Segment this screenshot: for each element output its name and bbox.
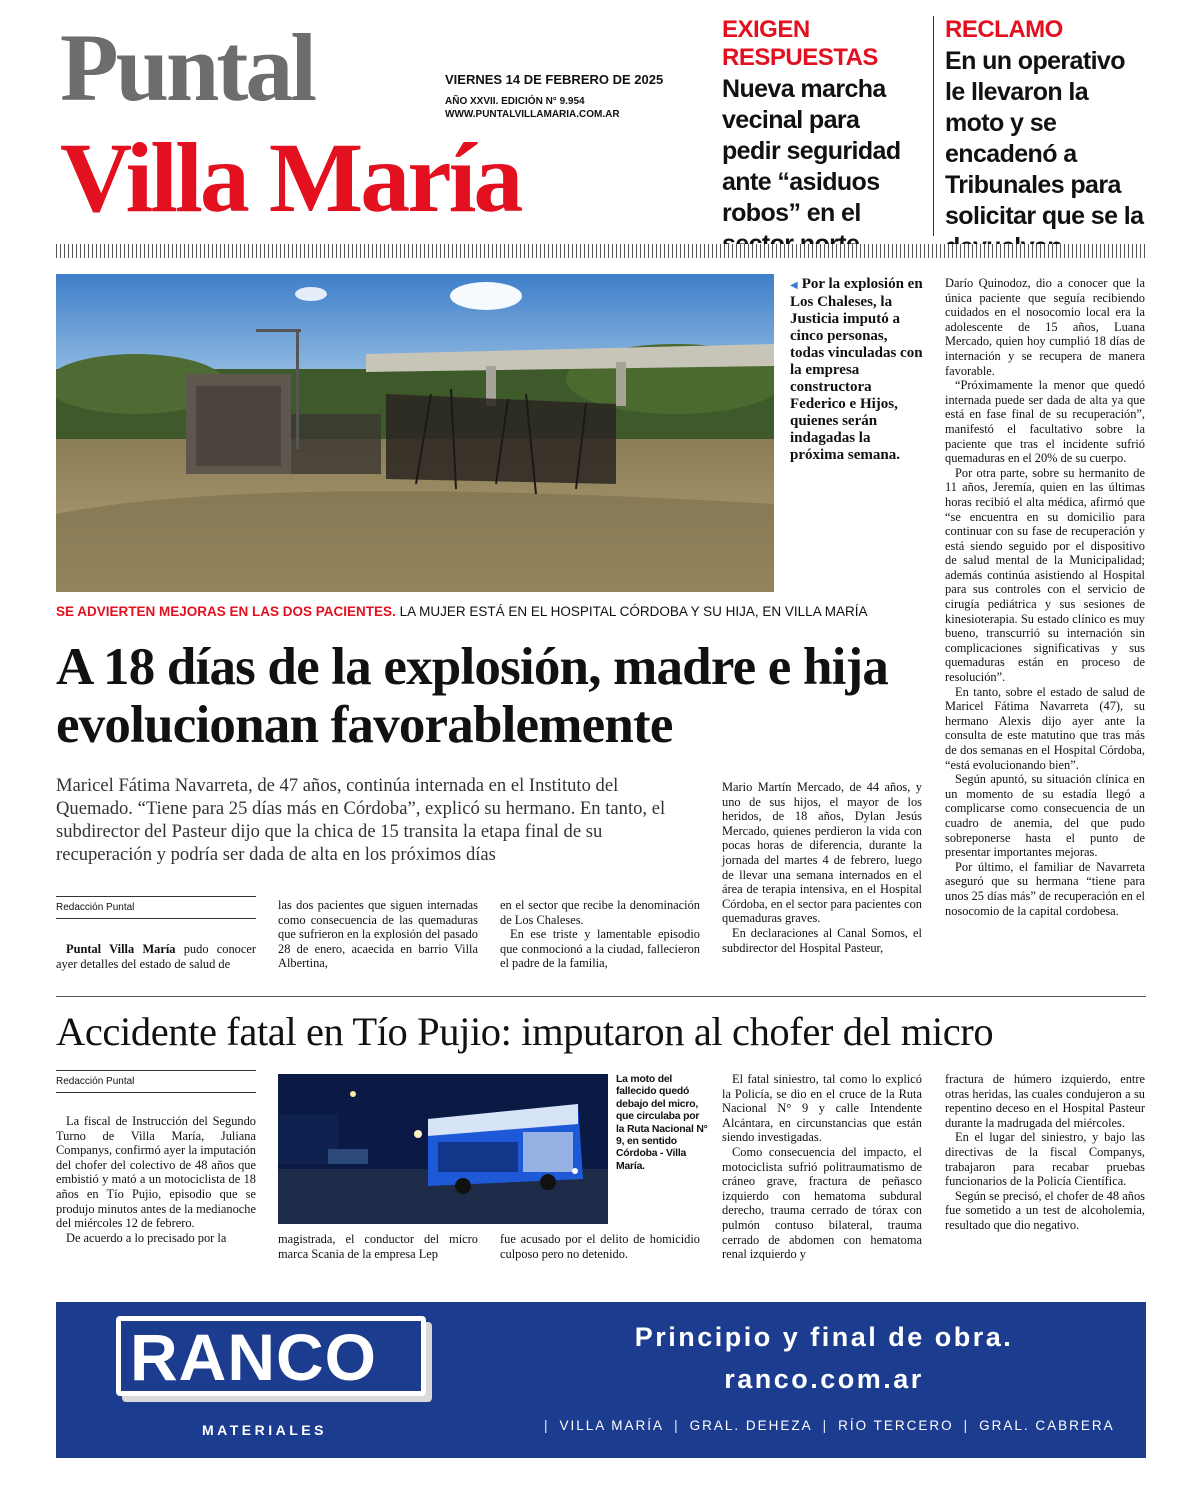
lead-column-1 [56, 942, 256, 971]
ad-url[interactable]: ranco.com.ar [724, 1364, 924, 1394]
ad-cities [544, 1418, 1144, 1433]
city-separator: | [963, 1418, 970, 1433]
byline: Redacción Puntal [56, 1070, 256, 1093]
second-column-4 [722, 1072, 922, 1262]
second-column-2 [278, 1232, 478, 1261]
caption-arrow-icon: ◀ [790, 280, 798, 291]
teaser-headline: En un operativo le llevaron la moto y se encadenó a Tribunales para solicitar que se la [945, 46, 1145, 268]
teaser-divider [933, 16, 934, 236]
paragraph: De acuerdo a lo precisado por la [66, 1230, 227, 1245]
paragraph: Como consecuencia del impacto, el motociclista sufrió politraumatismo de cráneo grave, fractura de peñasco izquierdo con hematoma subdural derecho, trauma cerrado de tórax con pulmón contuso bilateral, trauma cerrado de abdomen con hematoma renal izquierdo y [722, 1144, 922, 1262]
bus-accident-photo [278, 1074, 608, 1224]
photo-caption: La moto del fallecido quedó debajo del micro, que circulaba por la Ruta Nacional N° 9, en sentido Córdoba - Villa María. [616, 1074, 708, 1172]
byline: Redacción Puntal [56, 896, 256, 919]
lead-column-3 [500, 898, 700, 971]
paragraph: fue acusado por el delito de homicidio culposo pero no detenido. [500, 1232, 700, 1261]
second-column-1 [56, 1114, 256, 1245]
paragraph: Puntal Villa María pudo conocer ayer detalles del estado de salud de [56, 942, 256, 971]
edition-website[interactable]: WWW.PUNTALVILLAMARIA.COM.AR [445, 108, 620, 120]
section-divider [56, 996, 1146, 997]
teaser-seguridad[interactable] [722, 16, 922, 265]
main-dek: Maricel Fátima Navarreta, de 47 años, continúa internada en el Instituto del Quemado. “Tiene para 25 días más en Córdoba”, explicó su hermano. En tanto, el subdirector del Pasteur dijo que la chica de 15 transita la etapa final de su recuperación y podría ser dada de alta en los próximos días [56, 775, 666, 865]
teaser-kicker: RECLAMO [945, 16, 1063, 43]
paragraph: Por otra parte, sobre su hermanito de 11 años, Jeremía, quien en las últimas horas recibió el alta médica, afirmó que “se encuentra en su domicilio para continuar con su fase de recuperación y está siendo seguido por el dispositivo de salud mental de la Municipalidad; además continúa asistiendo al Hospital para sus controles con el servicio de cirugía pediátrica y sus sesiones de kinesioterapia. Su estado clínico es muy bueno, transcurrió su internación sin complicaciones significativas y sus quemaduras están en proceso de resolución”. [945, 465, 1145, 685]
second-column-3 [500, 1232, 700, 1261]
teaser-reclamo[interactable] [945, 16, 1145, 268]
edition-date: VIERNES 14 DE FEBRERO DE 2025 [445, 72, 664, 87]
edition-info [445, 72, 663, 121]
teaser-kicker: EXIGEN RESPUESTAS [722, 16, 878, 71]
paragraph: En el lugar del siniestro, y bajo las directivas de la fiscal Companys, trabajaron para recabar pruebas funcionarios de la Policía Científica. [945, 1130, 1145, 1189]
paragraph: Según se precisó, el chofer de 48 años fue sometido a un test de alcoholemia, resultado que dio negativo. [945, 1188, 1145, 1232]
paragraph: fractura de húmero izquierdo, entre otras heridas, las cuales condujeron a su repentino deceso en el Hospital Pasteur durante la madrugada del miércoles. [945, 1072, 1145, 1130]
ranco-advertisement[interactable] [56, 1302, 1146, 1458]
paragraph: En tanto, sobre el estado de salud de Maricel Fátima Navarreta (47), su hermano Alexis dijo ayer ante la consulta de este matutino que tras más de dos semanas en el Hospital Córdoba, “está evolucionando bien”. [945, 684, 1145, 772]
ad-slogan-block [544, 1316, 1104, 1400]
city-separator: | [544, 1418, 550, 1433]
city-separator: | [674, 1418, 680, 1433]
paragraph: En declaraciones al Canal Somos, el subdirector del Hospital Pasteur, [722, 925, 922, 955]
explosion-site-photo [56, 274, 774, 592]
masthead-villa-maria: Villa María [60, 122, 521, 233]
lead-column-4 [722, 780, 922, 955]
ranco-logo: RANCO [130, 1320, 377, 1394]
ranco-logo-subtitle: MATERIALES [202, 1422, 327, 1438]
ad-city: VILLA MARÍA [559, 1418, 665, 1433]
paragraph: En ese triste y lamentable episodio que conmocionó a la ciudad, fallecieron el padre de la familia, [500, 927, 700, 971]
paragraph: Según apuntó, su situación clínica en un momento de su estadía llegó a complicarse como consecuencia de un cuadro de anemia, del que pudo sobreponerse hasta el punto de presentar importantes mejoras. [945, 772, 1145, 860]
paragraph: magistrada, el conductor del micro marca Scania de la empresa Lep [278, 1232, 478, 1261]
paragraph: Darío Quinodoz, dio a conocer que la única paciente que seguía recibiendo cuidados en el nosocomio local era la adolescente de 15 años, Luana Mercado, quien hoy cumplió 18 días de internación y se recupera de manera favorable. [945, 276, 1145, 378]
paragraph: las dos pacientes que siguen internadas como consecuencia de las quemaduras que sufrieron en la explosión del pasado 28 de enero, acaecida en barrio Villa Albertina, [278, 898, 478, 971]
paragraph: “Próximamente la menor que quedó internada puede ser dada de alta ya que está en fase final de su recuperación”, manifestó el facultativo sobre la paciente que tras el incidente sufrió quemaduras en el 20% de su cuerpo. [945, 378, 1145, 466]
city-separator: | [822, 1418, 829, 1433]
lead-right-column [945, 276, 1145, 918]
edition-number: AÑO XXVII. EDICIÓN N° 9.954 [445, 96, 585, 108]
second-headline[interactable]: Accidente fatal en Tío Pujio: imputaron al chofer del micro [56, 1009, 994, 1054]
photo-caption: ◀ Por la explosión en Los Chaleses, la Justicia imputó a cinco personas, todas vinculadas con la empresa constructora Federico e Hijos, quienes serán indagadas la próxima semana. [790, 276, 923, 463]
main-headline[interactable]: A 18 días de la explosión, madre e hija evolucionan favorablemente [56, 638, 889, 754]
paragraph: en el sector que recibe la denominación de Los Chaleses. [500, 898, 700, 927]
paragraph: Mario Martín Mercado, de 44 años, y uno de sus hijos, el mayor de los heridos, de 18 años, Dylan Jesús Mercado, quienes perdieron la vida con pocas horas de diferencia, durante la jornada del martes 4 de febrero, luego de llevar una semana internados en el área de terapia intensiva, en el Hospital Córdoba, en el sector para pacientes con quemaduras graves. [722, 780, 922, 926]
masthead-puntal: Puntal [60, 14, 315, 121]
teaser-headline: Nueva marcha vecinal para pedir seguridad ante “asiduos robos” en el [722, 74, 922, 265]
masthead-rule [56, 244, 1146, 258]
ad-city: GRAL. CABRERA [979, 1418, 1115, 1433]
ad-slogan: Principio y final de obra. [634, 1322, 1014, 1352]
ad-city: GRAL. DEHEZA [689, 1418, 813, 1433]
paragraph: El fatal siniestro, tal como lo explicó la Policía, se dio en el cruce de la Ruta Nacional N° 9 y calle Intendente Alcántara, en circunstancias que están siendo investigadas. [722, 1072, 922, 1145]
paragraph: Por último, el familiar de Navarreta aseguró que su hermana “tiene para unos 25 días más” de recuperación en el nosocomio de la capital cordobesa. [945, 859, 1145, 918]
lead-kicker: SE ADVIERTEN MEJORAS EN LAS DOS PACIENTES. LA MUJER ESTÁ EN EL HOSPITAL CÓRDOBA Y SU HIJA, EN VILLA MARÍA [56, 604, 868, 619]
second-column-5 [945, 1072, 1145, 1233]
paragraph: La fiscal de Instrucción del Segundo Turno de Villa María, Juliana Companys, confirmó ayer la imputación del chofer del colectivo de 48 años que embistió y mató a un motociclista de 18 años en Tío Pujio, episodio que se produjo minutos antes de la medianoche del miércoles 12 de febrero. [56, 1114, 256, 1231]
lead-column-2 [278, 898, 478, 971]
ad-city: RÍO TERCERO [838, 1418, 954, 1433]
